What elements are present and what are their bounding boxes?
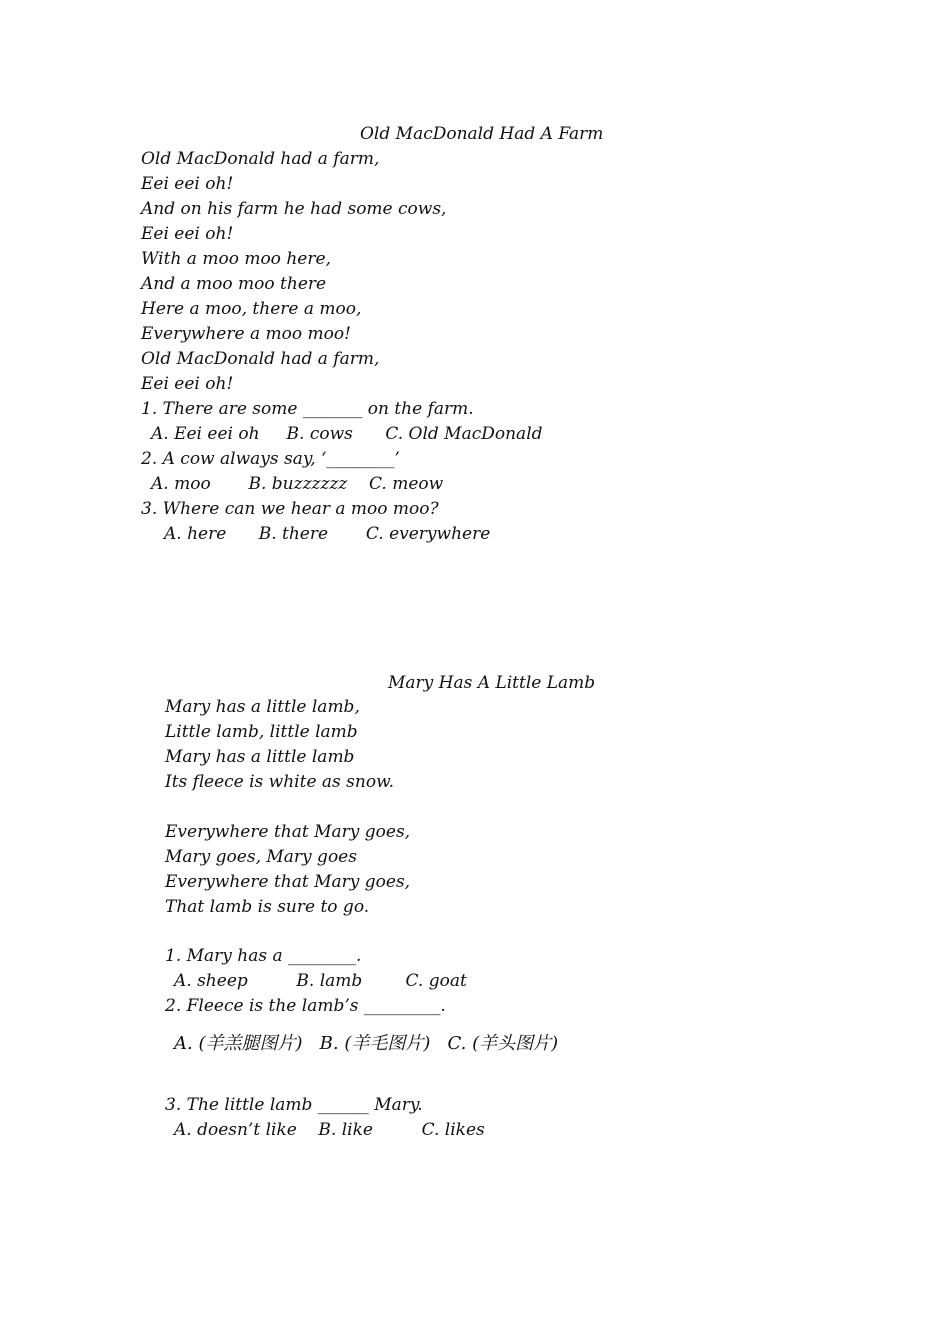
song2-question-3-options: A. doesn’t like B. like C. likes xyxy=(174,1120,485,1140)
song2-verse1-line: Little lamb, little lamb xyxy=(165,722,358,742)
song1-title: Old MacDonald Had A Farm xyxy=(360,124,604,144)
song2-question-1-options: A. sheep B. lamb C. goat xyxy=(174,971,467,991)
song1-lyric-line: With a moo moo here, xyxy=(141,249,331,269)
song1-lyric-line: Everywhere a moo moo! xyxy=(141,324,351,344)
song1-lyric-line: Eei eei oh! xyxy=(141,224,234,244)
song1-lyric-line: Here a moo, there a moo, xyxy=(141,299,362,319)
song2-verse2-line: Mary goes, Mary goes xyxy=(165,847,357,867)
song2-verse2-line: Everywhere that Mary goes, xyxy=(165,822,411,842)
song1-question-3: 3. Where can we hear a moo moo? xyxy=(141,499,439,519)
song2-question-3: 3. The little lamb ______ Mary. xyxy=(165,1095,423,1115)
song1-lyric-line: Old MacDonald had a farm, xyxy=(141,149,380,169)
song2-verse2-line: That lamb is sure to go. xyxy=(165,897,370,917)
song1-lyric-line: Eei eei oh! xyxy=(141,174,234,194)
song2-question-1: 1. Mary has a ________. xyxy=(165,946,362,966)
song1-question-2: 2. A cow always say, ‘________’ xyxy=(141,449,400,469)
song1-question-3-options: A. here B. there C. everywhere xyxy=(164,524,491,544)
song1-lyric-line: And on his farm he had some cows, xyxy=(141,199,447,219)
song2-question-2-options: A. (羊羔腿图片) B. (羊毛图片) C. (羊头图片) xyxy=(174,1033,559,1054)
song1-question-1: 1. There are some _______ on the farm. xyxy=(141,399,474,419)
song2-question-2: 2. Fleece is the lamb’s _________. xyxy=(165,996,446,1016)
song2-verse1-line: Mary has a little lamb xyxy=(165,747,355,767)
song1-question-2-options: A. moo B. buzzzzzz C. meow xyxy=(151,474,444,494)
song2-verse1-line: Its fleece is white as snow. xyxy=(165,772,395,792)
song2-verse2-line: Everywhere that Mary goes, xyxy=(165,872,411,892)
song1-question-1-options: A. Eei eei oh B. cows C. Old MacDonald xyxy=(151,424,543,444)
song1-lyric-line: Old MacDonald had a farm, xyxy=(141,349,380,369)
song2-verse1-line: Mary has a little lamb, xyxy=(165,697,360,717)
song1-lyric-line: Eei eei oh! xyxy=(141,374,234,394)
song1-lyric-line: And a moo moo there xyxy=(141,274,327,294)
song2-title: Mary Has A Little Lamb xyxy=(388,673,596,693)
